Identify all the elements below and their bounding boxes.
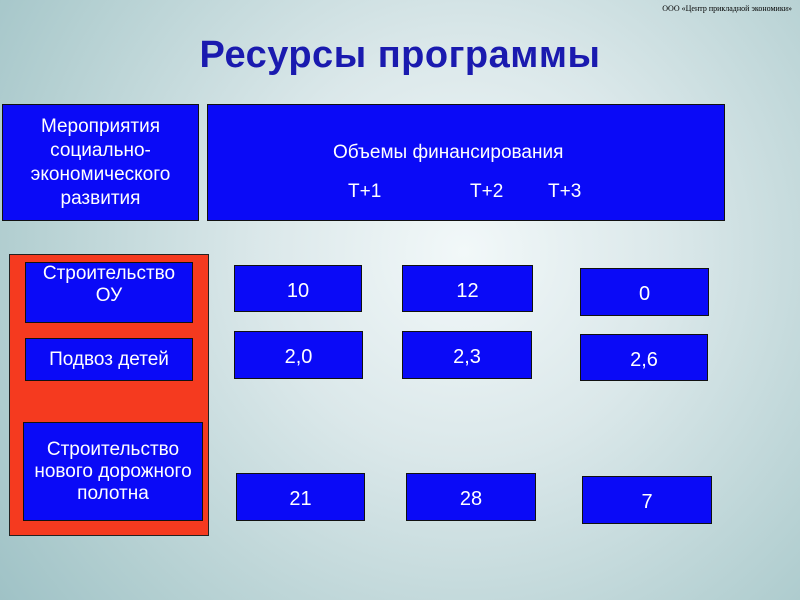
period-t3: Т+3 <box>548 181 582 202</box>
activity-road-construction <box>23 422 203 521</box>
period-t2: Т+2 <box>470 181 504 202</box>
activities-header-label: Мероприятия социально-экономического развития <box>30 115 171 209</box>
activities-header <box>2 104 199 221</box>
funding-header-label: Объемы финансирования <box>333 142 564 163</box>
slide-title: Ресурсы программы <box>199 34 601 76</box>
value-cell <box>402 331 532 379</box>
activity-child-transport <box>25 338 193 381</box>
copyright-note: ООО «Центр прикладной экономики» <box>662 4 792 13</box>
funding-header <box>207 104 725 221</box>
activity-label: Подвоз детей <box>49 348 169 370</box>
activity-construction-schools <box>25 262 193 323</box>
period-t1: Т+1 <box>348 181 382 202</box>
value-text: 2,3 <box>453 346 481 368</box>
value-cell <box>234 331 363 379</box>
period-labels <box>208 181 724 205</box>
value-text: 28 <box>459 488 483 510</box>
value-text: 12 <box>456 280 479 302</box>
value-cell <box>580 334 708 381</box>
value-cell <box>580 268 709 316</box>
value-text: 7 <box>641 491 653 513</box>
value-cell <box>582 476 712 524</box>
value-text: 0 <box>638 283 651 305</box>
value-cell <box>236 473 365 521</box>
value-cell <box>234 265 362 312</box>
value-text: 21 <box>289 488 312 510</box>
value-cell <box>406 473 536 521</box>
activity-label: Строительство нового дорожного полотна <box>34 438 192 504</box>
activity-label: Строительство ОУ <box>42 263 176 306</box>
value-text: 10 <box>286 280 310 302</box>
value-cell <box>402 265 533 312</box>
value-text: 2,0 <box>284 346 313 368</box>
value-text: 2,6 <box>630 349 658 371</box>
